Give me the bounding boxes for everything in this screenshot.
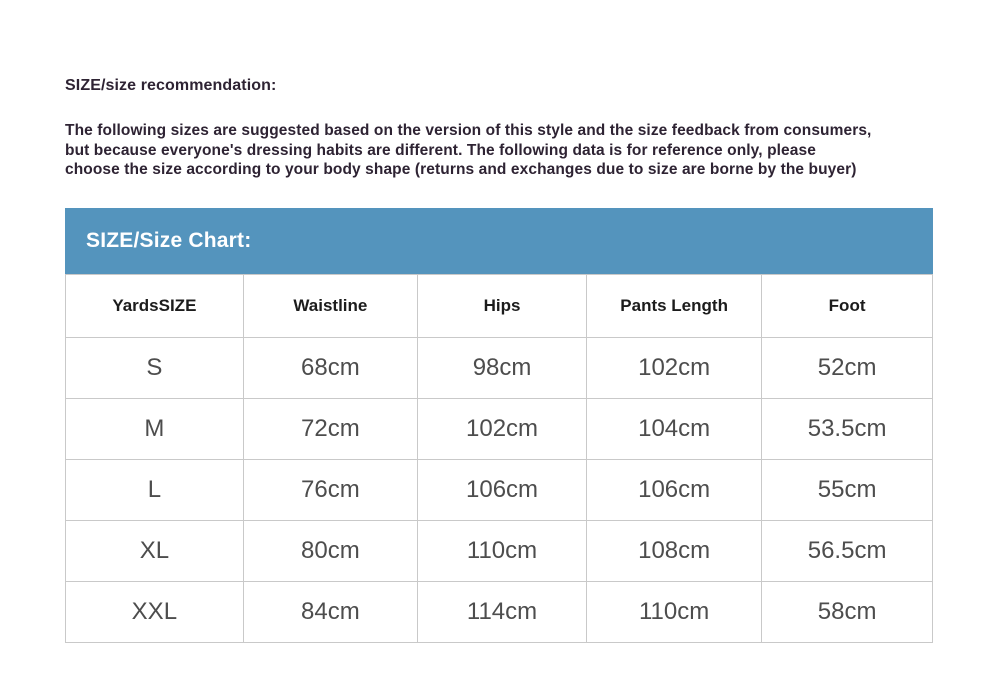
measurement-cell: 80cm bbox=[243, 520, 417, 581]
column-header-pants-length: Pants Length bbox=[587, 274, 762, 337]
column-header-yards-size: YardsSIZE bbox=[66, 274, 244, 337]
size-chart-title-bar bbox=[65, 208, 933, 274]
measurement-cell: 102cm bbox=[587, 337, 762, 398]
measurement-cell: 76cm bbox=[243, 459, 417, 520]
measurement-cell: 114cm bbox=[418, 581, 587, 642]
measurement-cell: 102cm bbox=[418, 398, 587, 459]
size-label-cell: M bbox=[66, 398, 244, 459]
measurement-cell: 52cm bbox=[762, 337, 933, 398]
table-row bbox=[66, 581, 933, 642]
table-row bbox=[66, 337, 933, 398]
table-row bbox=[66, 520, 933, 581]
size-chart-table bbox=[65, 274, 933, 643]
page-title: SIZE/size recommendation: bbox=[65, 77, 277, 94]
size-table-body bbox=[66, 337, 933, 642]
column-header-waistline: Waistline bbox=[243, 274, 417, 337]
size-label-cell: S bbox=[66, 337, 244, 398]
measurement-cell: 108cm bbox=[587, 520, 762, 581]
paragraph-line: The following sizes are suggested based on the version of this style and the size feedback from consumers, bbox=[65, 122, 872, 139]
size-chart-title: SIZE/Size Chart: bbox=[86, 228, 252, 252]
paragraph-line: choose the size according to your body shape (returns and exchanges due to size are borne by the buyer) bbox=[65, 161, 857, 178]
measurement-cell: 55cm bbox=[762, 459, 933, 520]
size-disclaimer-paragraph bbox=[65, 121, 933, 180]
header-row bbox=[66, 274, 933, 337]
column-header-foot: Foot bbox=[762, 274, 933, 337]
measurement-cell: 98cm bbox=[418, 337, 587, 398]
measurement-cell: 110cm bbox=[418, 520, 587, 581]
measurement-cell: 68cm bbox=[243, 337, 417, 398]
measurement-cell: 58cm bbox=[762, 581, 933, 642]
measurement-cell: 72cm bbox=[243, 398, 417, 459]
measurement-cell: 56.5cm bbox=[762, 520, 933, 581]
size-label-cell: XXL bbox=[66, 581, 244, 642]
size-label-cell: XL bbox=[66, 520, 244, 581]
page-content bbox=[65, 77, 933, 643]
measurement-cell: 106cm bbox=[587, 459, 762, 520]
measurement-cell: 53.5cm bbox=[762, 398, 933, 459]
measurement-cell: 84cm bbox=[243, 581, 417, 642]
paragraph-line: but because everyone's dressing habits are different. The following data is for reference only, please bbox=[65, 141, 816, 159]
measurement-cell: 104cm bbox=[587, 398, 762, 459]
table-row bbox=[66, 398, 933, 459]
column-header-hips: Hips bbox=[418, 274, 587, 337]
measurement-cell: 106cm bbox=[418, 459, 587, 520]
measurement-cell: 110cm bbox=[587, 581, 762, 642]
size-table-header bbox=[66, 274, 933, 337]
table-row bbox=[66, 459, 933, 520]
size-label-cell: L bbox=[66, 459, 244, 520]
